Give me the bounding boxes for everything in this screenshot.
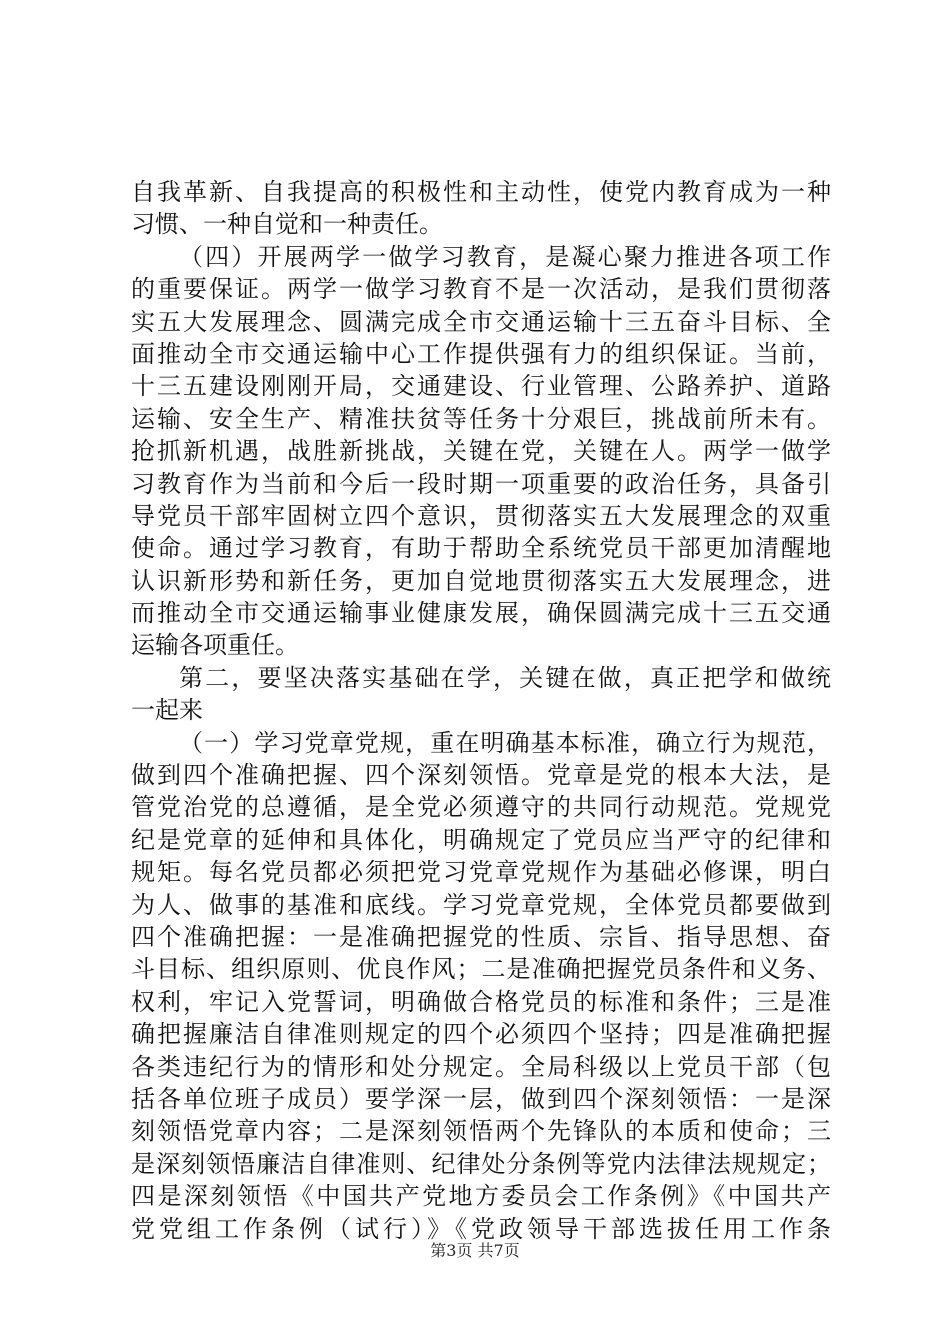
- document-body: [131, 176, 831, 1245]
- text-line: 第二，要坚决落实基础在学，关键在做，真正把学和做统: [179, 663, 831, 692]
- text-line: 抢抓新机遇，战胜新挑战，关键在党，关键在人。两学一做学: [131, 437, 831, 466]
- text-line: 认识新形势和新任务，更加自觉地贯彻落实五大发展理念，进: [131, 566, 831, 595]
- text-line: 习教育作为当前和今后一段时期一项重要的政治任务，具备引: [131, 469, 831, 498]
- text-line: （一）学习党章党规，重在明确基本标准，确立行为规范，: [179, 728, 831, 757]
- text-line: 面推动全市交通运输中心工作提供强有力的组织保证。当前，: [131, 339, 831, 368]
- text-line: 四个准确把握：一是准确把握党的性质、宗旨、指导思想、奋: [131, 922, 831, 951]
- text-line: （四）开展两学一做学习教育，是凝心聚力推进各项工作: [179, 242, 831, 271]
- text-line: 党党组工作条例（试行）》《党政领导干部选拔任用工作条: [131, 1214, 831, 1243]
- text-line: 四是深刻领悟《中国共产党地方委员会工作条例》《中国共产: [131, 1182, 831, 1211]
- text-line: 自我革新、自我提高的积极性和主动性，使党内教育成为一种: [131, 178, 831, 206]
- text-line: 权利，牢记入党誓词，明确做合格党员的标准和条件；三是准: [131, 987, 831, 1016]
- text-line: 实五大发展理念、圆满完成全市交通运输十三五奋斗目标、全: [131, 307, 831, 336]
- text-line: 各类违纪行为的情形和处分规定。全局科级以上党员干部（包: [131, 1052, 831, 1081]
- text-line: 纪是党章的延伸和具体化，明确规定了党员应当严守的纪律和: [131, 825, 831, 854]
- text-line: 使命。通过学习教育，有助于帮助全系统党员干部更加清醒地: [131, 534, 831, 563]
- text-line: 刻领悟党章内容；二是深刻领悟两个先锋队的本质和使命；三: [131, 1117, 831, 1146]
- page-footer: 第3页 共7页: [430, 1241, 520, 1260]
- text-line: 运输、安全生产、精准扶贫等任务十分艰巨，挑战前所未有。: [131, 404, 831, 433]
- text-line: 规矩。每名党员都必须把党习党章党规作为基础必修课，明白: [131, 858, 831, 887]
- text-line: 一起来: [131, 696, 203, 725]
- text-line: 的重要保证。两学一做学习教育不是一次活动，是我们贯彻落: [131, 275, 831, 304]
- text-line: 为人、做事的基准和底线。学习党章党规，全体党员都要做到: [131, 890, 831, 919]
- text-line: 而推动全市交通运输事业健康发展，确保圆满完成十三五交通: [131, 599, 831, 628]
- text-line: 管党治党的总遵循，是全党必须遵守的共同行动规范。党规党: [131, 793, 831, 822]
- text-line: 括各单位班子成员）要学深一层，做到四个深刻领悟：一是深: [131, 1084, 831, 1113]
- text-line: 习惯、一种自觉和一种责任。: [131, 210, 443, 239]
- text-line: 导党员干部牢固树立四个意识，贯彻落实五大发展理念的双重: [131, 501, 831, 530]
- text-line: 做到四个准确把握、四个深刻领悟。党章是党的根本大法，是: [131, 761, 831, 790]
- text-line: 是深刻领悟廉洁自律准则、纪律处分条例等党内法律法规规定；: [131, 1149, 831, 1178]
- text-line: 斗目标、组织原则、优良作风；二是准确把握党员条件和义务、: [131, 955, 831, 984]
- text-line: 确把握廉洁自律准则规定的四个必须四个坚持；四是准确把握: [131, 1020, 831, 1049]
- text-line: 运输各项重任。: [131, 631, 299, 660]
- text-line: 十三五建设刚刚开局，交通建设、行业管理、公路养护、道路: [131, 372, 831, 401]
